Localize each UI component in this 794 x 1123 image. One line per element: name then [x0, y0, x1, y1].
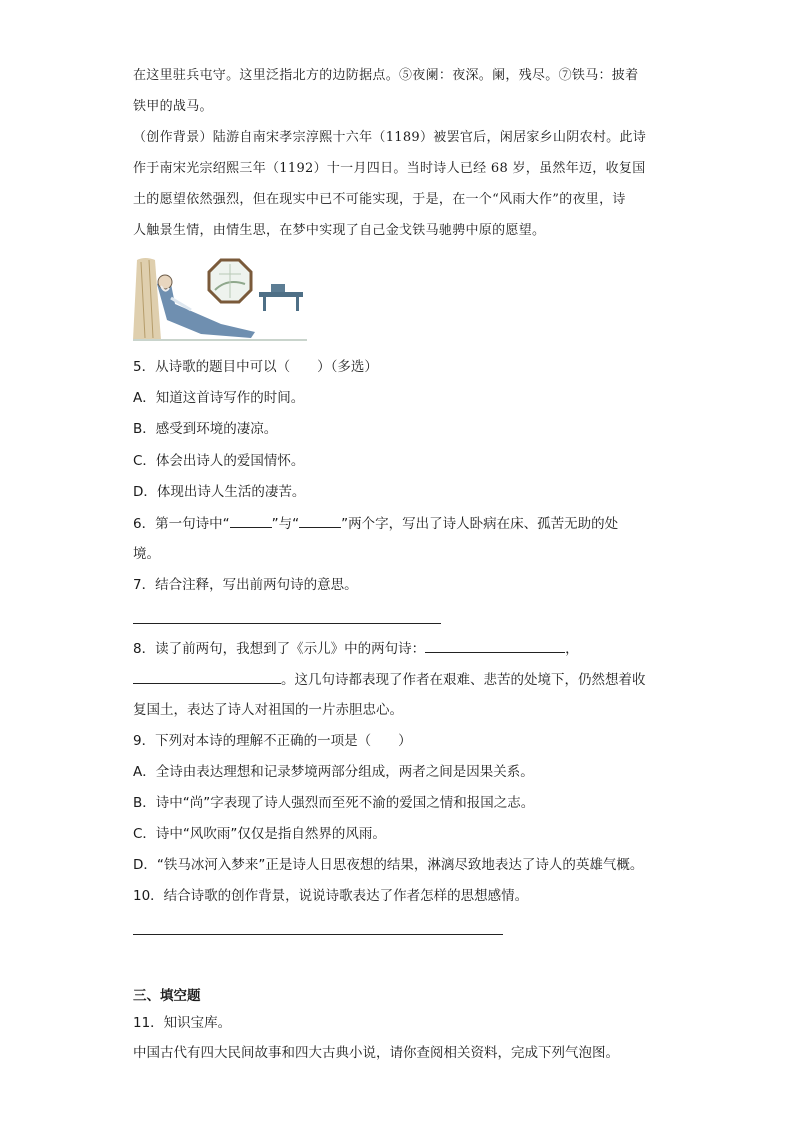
q9-option-a: A．全诗由表达理想和记录梦境两部分组成，两者之间是因果关系。: [133, 764, 534, 780]
background-line-1: （创作背景）陆游自南宋孝宗淳熙十六年（1189）被罢官后，闲居家乡山阴农村。此诗: [133, 130, 647, 145]
q6-text-1: 6．第一句诗中“: [133, 516, 230, 532]
section-3-title: 三、填空题: [133, 988, 201, 1004]
q11-text: 中国古代有四大民间故事和四大古典小说，请你查阅相关资料，完成下列气泡图。: [133, 1045, 619, 1061]
q6-line-1: [133, 513, 618, 534]
poet-reclining-illustration: [131, 254, 307, 342]
q8-text-1: 8．读了前两句，我想到了《示儿》中的两句诗：: [133, 641, 426, 657]
q10-stem: 10．结合诗歌的创作背景，说说诗歌表达了作者怎样的思想感情。: [133, 888, 529, 904]
q6-blank-2[interactable]: [299, 513, 341, 528]
notes-line-2: 铁甲的战马。: [133, 99, 213, 114]
q7-answer-line[interactable]: [133, 623, 441, 624]
background-line-3: 土的愿望依然强烈，但在现实中已不可能实现，于是，在一个“风雨大作”的夜里，诗: [133, 192, 626, 207]
q6-text-2: ”与“: [271, 516, 300, 532]
background-line-4: 人触景生情，由情生思，在梦中实现了自己金戈铁马驰骋中原的愿望。: [133, 223, 546, 238]
q8-line-3: 复国土，表达了诗人对祖国的一片赤胆忠心。: [133, 702, 403, 718]
q8-comma: ，: [565, 641, 579, 657]
q6-text-3: ”两个字，写出了诗人卧病在床、孤苦无助的处: [341, 516, 619, 532]
q8-line-2: [133, 669, 646, 690]
q8-blank-1[interactable]: [425, 638, 565, 653]
q5-option-d: D．体现出诗人生活的凄苦。: [133, 484, 306, 500]
q8-text-2: 。这几句诗都表现了作者在艰难、悲苦的处境下，仍然想着收: [281, 672, 646, 688]
q6-line-2: 境。: [133, 546, 160, 562]
q5-option-c: C．体会出诗人的爱国情怀。: [133, 453, 305, 469]
q9-option-d: D．“铁马冰河入梦来”正是诗人日思夜想的结果，淋漓尽致地表达了诗人的英雄气概。: [133, 857, 644, 873]
q5-stem: 5．从诗歌的题目中可以（ ）（多选）: [133, 359, 378, 375]
q10-answer-line[interactable]: [133, 934, 503, 935]
q8-line-1: [133, 638, 579, 659]
q11-stem: 11．知识宝库。: [133, 1015, 232, 1031]
q5-option-b: B．感受到环境的凄凉。: [133, 421, 278, 437]
notes-line-1: 在这里驻兵屯守。这里泛指北方的边防据点。⑤夜阑：夜深。阑，残尽。⑦铁马：披着: [133, 68, 639, 83]
background-line-2: 作于南宋光宗绍熙三年（1192）十一月四日。当时诗人已经 68 岁，虽然年迈，收复国: [133, 161, 646, 176]
q6-blank-1[interactable]: [230, 513, 272, 528]
q5-option-a: A．知道这首诗写作的时间。: [133, 390, 305, 406]
q8-blank-2[interactable]: [133, 669, 281, 684]
q9-option-c: C．诗中“风吹雨”仅仅是指自然界的风雨。: [133, 826, 386, 842]
q9-option-b: B．诗中“尚”字表现了诗人强烈而至死不渝的爱国之情和报国之志。: [133, 795, 535, 811]
q9-stem: 9．下列对本诗的理解不正确的一项是（ ）: [133, 733, 412, 749]
q7-stem: 7．结合注释，写出前两句诗的意思。: [133, 577, 358, 593]
